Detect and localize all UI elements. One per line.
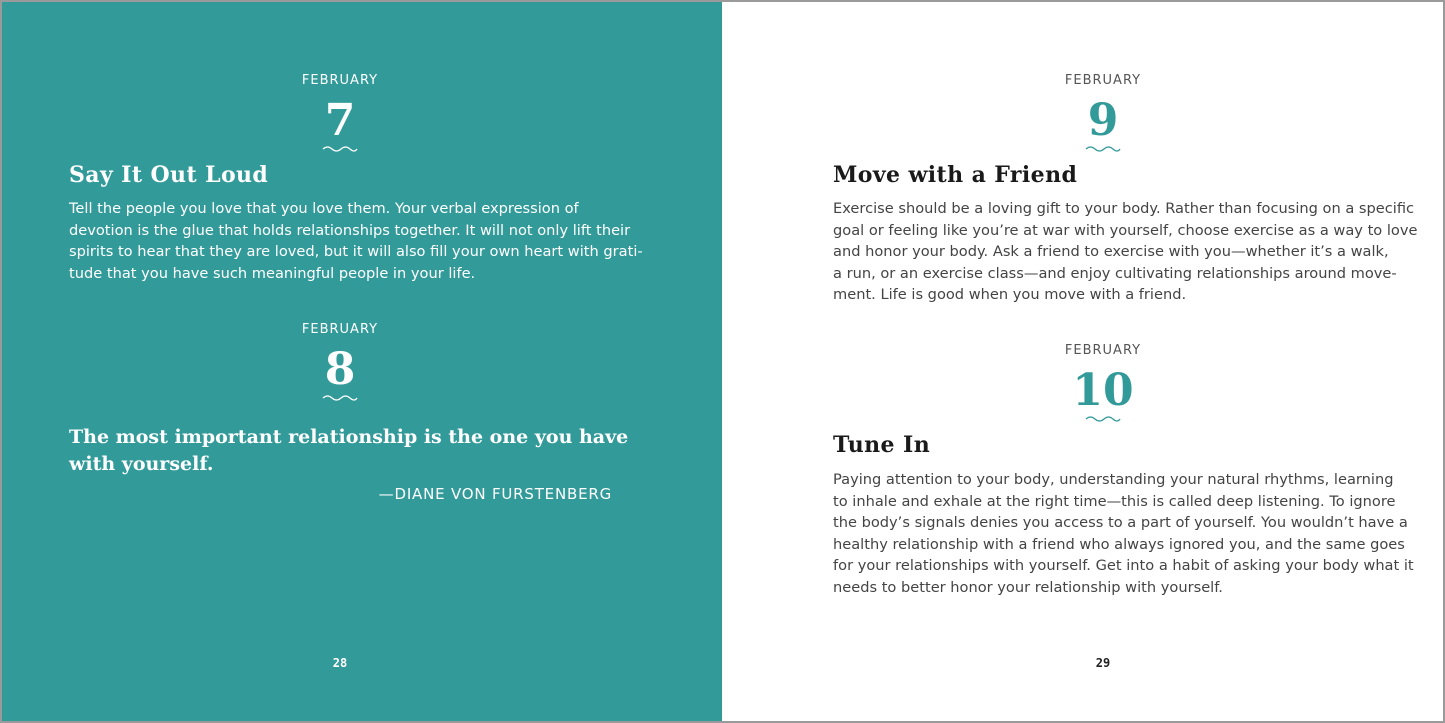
page-number: 29 (1095, 656, 1111, 670)
entry-body (833, 469, 1414, 599)
entry-month: FEBRUARY (301, 322, 379, 337)
book-spread (2, 2, 1443, 721)
entry-month: FEBRUARY (1064, 73, 1142, 88)
wave-divider-icon (1085, 145, 1121, 153)
entry-title: Say It Out Loud (69, 162, 269, 188)
entry-title: Tune In (833, 432, 931, 458)
quote-attribution: —DIANE VON FURSTENBERG (378, 485, 612, 503)
wave-divider-icon (1085, 415, 1121, 423)
body-line: to inhale and exhale at the right time—this is called deep listening. To ignore (833, 492, 1396, 510)
entry-day: 9 (1087, 95, 1119, 146)
quote-line: with yourself. (69, 453, 214, 475)
quote-line: The most important relationship is the one you have (69, 426, 629, 448)
body-line: Paying attention to your body, understanding your natural rhythms, learning (833, 471, 1394, 488)
body-line: Exercise should be a loving gift to your body. Rather than focusing on a specific (833, 200, 1415, 217)
entry-day: 10 (1072, 365, 1134, 416)
entry-body (833, 198, 1417, 306)
body-line: ment. Life is good when you move with a friend. (833, 286, 1187, 304)
entry-day: 7 (324, 95, 356, 146)
entry-body (69, 198, 643, 284)
body-line: goal or feeling like you’re at war with yourself, choose exercise as a way to love (833, 221, 1418, 239)
body-line: and honor your body. Ask a friend to exercise with you—whether it’s a walk, (833, 243, 1389, 261)
body-line: Tell the people you love that you love them. Your verbal expression of (69, 200, 579, 217)
body-line: a run, or an exercise class—and enjoy cultivating relationships around move- (833, 264, 1397, 282)
entry-day: 8 (324, 344, 356, 395)
page-number: 28 (332, 656, 348, 670)
entry-month: FEBRUARY (1064, 343, 1142, 358)
body-line: tude that you have such meaningful people in your life. (69, 264, 476, 282)
entry-title: Move with a Friend (833, 162, 1078, 188)
body-line: the body’s signals denies you access to a part of yourself. You wouldn’t have a (833, 514, 1408, 532)
right-page (722, 2, 1443, 721)
body-line: devotion is the glue that holds relationships together. It will not only lift their (69, 221, 631, 239)
wave-divider-icon (322, 145, 358, 153)
body-line: spirits to hear that they are loved, but it will also fill your own heart with grati- (69, 243, 643, 261)
body-line: needs to better honor your relationship with yourself. (833, 578, 1223, 596)
body-line: for your relationships with yourself. Get into a habit of asking your body what it (833, 557, 1414, 575)
left-page (2, 2, 722, 721)
wave-divider-icon (322, 394, 358, 402)
body-line: healthy relationship with a friend who always ignored you, and the same goes (833, 535, 1405, 553)
entry-quote (69, 424, 628, 478)
entry-month: FEBRUARY (301, 73, 379, 88)
